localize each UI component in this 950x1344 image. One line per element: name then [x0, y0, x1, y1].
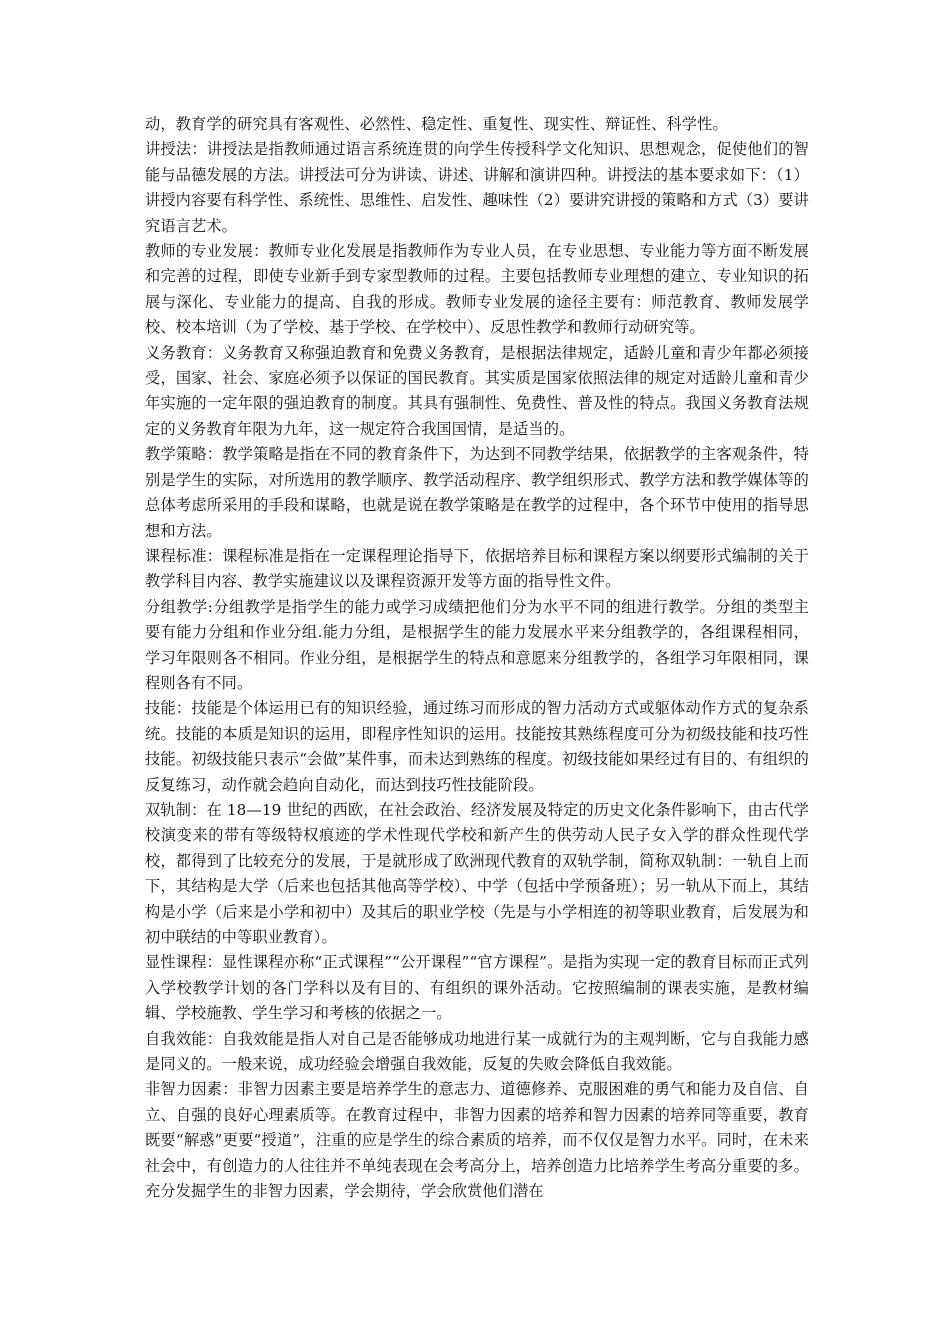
paragraph-teaching-strategy: 教学策略：教学策略是指在不同的教育条件下，为达到不同教学结果，依据教学的主客观条件，特别是学生的实际，对所选用的教学顺序、教学活动程序、教学组织形式、教学方法和教学媒体等的总体考虑所采用的手段和谋略，也就是说在教学策略是在教学的过程中，各个环节中使用的指导思想和方法。 — [145, 445, 809, 540]
paragraph-continuation: 动，教育学的研究具有客观性、必然性、稳定性、重复性、现实性、辩证性、科学性。 — [145, 115, 728, 133]
paragraph-lecture-method: 讲授法：讲授法是指教师通过语言系统连贯的向学生传授科学文化知识、思想观念，促使他们的智能与品德发展的方法。讲授法可分为讲读、讲述、讲解和演讲四种。讲授法的基本要求如下：（1）讲授内容要有科学性、系统性、思维性、启发性、趣味性（2）要讲究讲授的策略和方式（3）要讲究语言艺术。 — [145, 140, 809, 235]
paragraph-explicit-curriculum: 显性课程：显性课程亦称“正式课程”“公开课程”“官方课程”。是指为实现一定的教育目标而正式列入学校教学计划的各门学科以及有目的、有组织的课外活动。它按照编制的课表实施，是教材编辑、学校施教、学生学习和考核的依据之一。 — [145, 953, 809, 1023]
document-page — [145, 112, 809, 1204]
paragraph-group-teaching: 分组教学:分组教学是指学生的能力或学习成绩把他们分为水平不同的组进行教学。分组的类型主要有能力分组和作业分组.能力分组，是根据学生的能力发展水平来分组教学的，各组课程相同，学习年限则各不相同。作业分组，是根据学生的特点和意愿来分组教学的，各组学习年限相同，课程则各有不同。 — [145, 597, 809, 692]
paragraph-compulsory-education: 义务教育：义务教育又称强迫教育和免费义务教育，是根据法律规定，适龄儿童和青少年都必须接受，国家、社会、家庭必须予以保证的国民教育。其实质是国家依照法律的规定对适龄儿童和青少年实施的一定年限的强迫教育的制度。其具有强制性、免费性、普及性的特点。我国义务教育法规定的义务教育年限为九年，这一规定符合我国国情，是适当的。 — [145, 343, 809, 438]
paragraph-non-intellectual-factors: 非智力因素：非智力因素主要是培养学生的意志力、道德修养、克服困难的勇气和能力及自信、自立、自强的良好心理素质等。在教育过程中，非智力因素的培养和智力因素的培养同等重要，教育既要“解惑”更要“授道”，注重的应是学生的综合素质的培养，而不仅仅是智力水平。同时，在未来社会中，有创造力的人往往并不单纯表现在会考高分上，培养创造力比培养学生考高分重要的多。充分发掘学生的非智力因素，学会期待，学会欣赏他们潜在 — [145, 1080, 809, 1201]
paragraph-self-efficacy: 自我效能：自我效能是指人对自己是否能够成功地进行某一成就行为的主观判断，它与自我能力感是同义的。一般来说，成功经验会增强自我效能，反复的失败会降低自我效能。 — [145, 1029, 809, 1074]
paragraph-teacher-professional-development: 教师的专业发展：教师专业化发展是指教师作为专业人员，在专业思想、专业能力等方面不断发展和完善的过程，即使专业新手到专家型教师的过程。主要包括教师专业理想的建立、专业知识的拓展与深化、专业能力的提高、自我的形成。教师专业发展的途径主要有：师范教育、教师发展学校、校本培训（为了学校、基于学校、在学校中）、反思性教学和教师行动研究等。 — [145, 242, 809, 337]
paragraph-curriculum-standard: 课程标准：课程标准是指在一定课程理论指导下，依据培养目标和课程方案以纲要形式编制的关于教学科目内容、教学实施建议以及课程资源开发等方面的指导性文件。 — [145, 546, 809, 591]
paragraph-skill: 技能：技能是个体运用已有的知识经验，通过练习而形成的智力活动方式或躯体动作方式的复杂系统。技能的本质是知识的运用，即程序性知识的运用。技能按其熟练程度可分为初级技能和技巧性技能。初级技能只表示“会做”某件事，而未达到熟练的程度。初级技能如果经过有目的、有组织的反复练习，动作就会趋向自动化，而达到技巧性技能阶段。 — [145, 699, 809, 794]
paragraph-dual-track-system: 双轨制：在 18—19 世纪的西欧，在社会政治、经济发展及特定的历史文化条件影响下，由古代学校演变来的带有等级特权痕迹的学术性现代学校和新产生的供劳动人民子女入学的群众性现代学校，都得到了比较充分的发展，于是就形成了欧洲现代教育的双轨学制，简称双轨制：一轨自上而下，其结构是大学（后来也包括其他高等学校）、中学（包括中学预备班）；另一轨从下而上，其结构是小学（后来是小学和初中）及其后的职业学校（先是与小学相连的初等职业教育，后发展为和初中联结的中等职业教育）。 — [145, 800, 809, 946]
